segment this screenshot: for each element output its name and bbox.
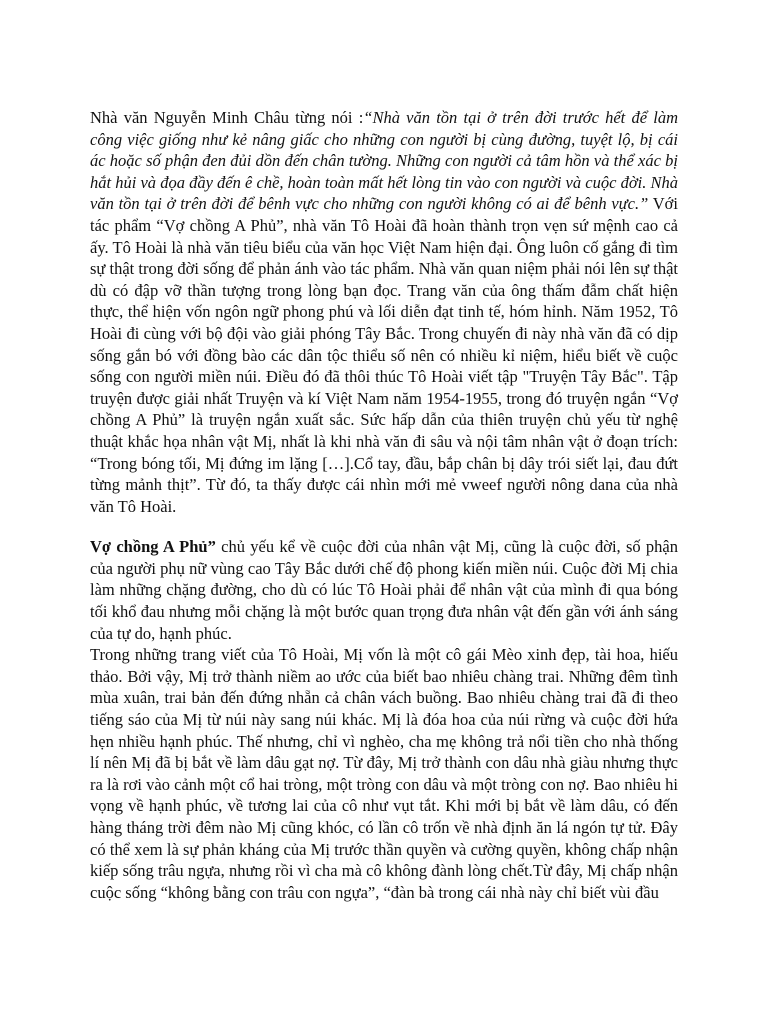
- summary-body-text: chủ yếu kể về cuộc đời của nhân vật Mị, cũng là cuộc đời, số phận của người phụ nữ vùng cao Tây Bắc dưới chế độ phong kiến miền núi. Cuộc đời Mị chia làm những chặng đường, cho dù có lúc Tô Hoài phải để nhân vật của mình đi qua bóng tối khổ đau nhưng mỗi chặng là một bước quan trọng đưa nhân vật đến gần với ánh sáng của tự do, hạnh phúc.: [90, 537, 678, 643]
- paragraph-analysis: [90, 644, 678, 903]
- paragraph-intro: [90, 107, 678, 517]
- intro-lead-text: Nhà văn Nguyễn Minh Châu từng nói :: [90, 108, 364, 127]
- work-title-bold: Vợ chồng A Phủ”: [90, 537, 216, 557]
- nguyen-minh-chau-quote: “Nhà văn tồn tại ở trên đời trước hết để làm công việc giống như kẻ nâng giấc cho những con người bị cùng đường, tuyệt lộ, bị cái ác hoặc số phận đen đủi dồn đến chân tường. Những con người cả tâm hồn và thể xác bị hắt hủi và đọa đầy đến ê chề, hoàn toàn mất hết lòng tin vào con người và cuộc đời. Nhà văn tồn tại ở trên đời để bênh vực cho những con người không có ai để bênh vực.”: [90, 108, 678, 214]
- document-page: [90, 107, 678, 903]
- analysis-body-text: Trong những trang viết của Tô Hoài, Mị vốn là một cô gái Mèo xinh đẹp, tài hoa, hiếu thảo. Bởi vậy, Mị trở thành niềm ao ước của biết bao nhiêu chàng trai. Những đêm tình mùa xuân, trai bản đến đứng nhẵn cả chân vách buồng. Bao nhiêu chàng trai đã đi theo tiếng sáo của Mị từ núi này sang núi khác. Mị là đóa hoa của núi rừng và cuộc đời hứa hẹn nhiều hạnh phúc. Thế nhưng, chỉ vì nghèo, cha mẹ không trả nổi tiền cho nhà thống lí nên Mị đã bị bắt về làm dâu gạt nợ. Từ đây, Mị trở thành con dâu nhà giàu nhưng thực ra là rơi vào cảnh một cổ hai tròng, một tròng con dâu và một tròng con nợ. Bao nhiêu hi vọng về hạnh phúc, về tương lai của cô như vụt tắt. Khi mới bị bắt về làm dâu, có đến hàng tháng trời đêm nào Mị cũng khóc, có lần cô trốn về nhà định ăn lá ngón tự tử. Đây có thể xem là sự phản kháng của Mị trước thần quyền và cường quyền, không chấp nhận kiếp sống trâu ngựa, nhưng rồi vì cha mà cô không đành lòng chết.Từ đây, Mị chấp nhận cuộc sống “không bằng con trâu con ngựa”, “đàn bà trong cái nhà này chỉ biết vùi đầu: [90, 645, 678, 902]
- paragraph-summary: [90, 536, 678, 644]
- intro-body-text: Với tác phẩm “Vợ chồng A Phủ”, nhà văn Tô Hoài đã hoàn thành trọn vẹn sứ mệnh cao cả ấy. Tô Hoài là nhà văn tiêu biểu của văn học Việt Nam hiện đại. Ông luôn cố gắng đi tìm sự thật trong đời sống để phản ánh vào tác phẩm. Nhà văn quan niệm phải nói lên sự thật dù có đập vỡ thần tượng trong lòng bạn đọc. Trang văn của ông thấm đẫm chất hiện thực, thể hiện vốn ngôn ngữ phong phú và lối diễn đạt tinh tế, hóm hỉnh. Năm 1952, Tô Hoài đi cùng với bộ đội vào giải phóng Tây Bắc. Trong chuyến đi này nhà văn đã có dịp sống gắn bó với đồng bào các dân tộc thiểu số nên có nhiều kỉ niệm, hiểu biết về cuộc sống con người miền núi. Điều đó đã thôi thúc Tô Hoài viết tập "Truyện Tây Bắc". Tập truyện được giải nhất Truyện và kí Việt Nam năm 1954-1955, trong đó truyện ngắn “Vợ chồng A Phủ” là truyện ngắn xuất sắc. Sức hấp dẫn của thiên truyện chủ yếu từ nghệ thuật khắc họa nhân vật Mị, nhất là khi nhà văn đi sâu và nội tâm nhân vật ở đoạn trích: “Trong bóng tối, Mị đứng im lặng […].Cổ tay, đầu, bắp chân bị dây trói siết lại, đau đứt từng mảnh thịt”. Từ đó, ta thấy được cái nhìn mới mẻ vweef người nông dana của nhà văn Tô Hoài.: [90, 194, 678, 516]
